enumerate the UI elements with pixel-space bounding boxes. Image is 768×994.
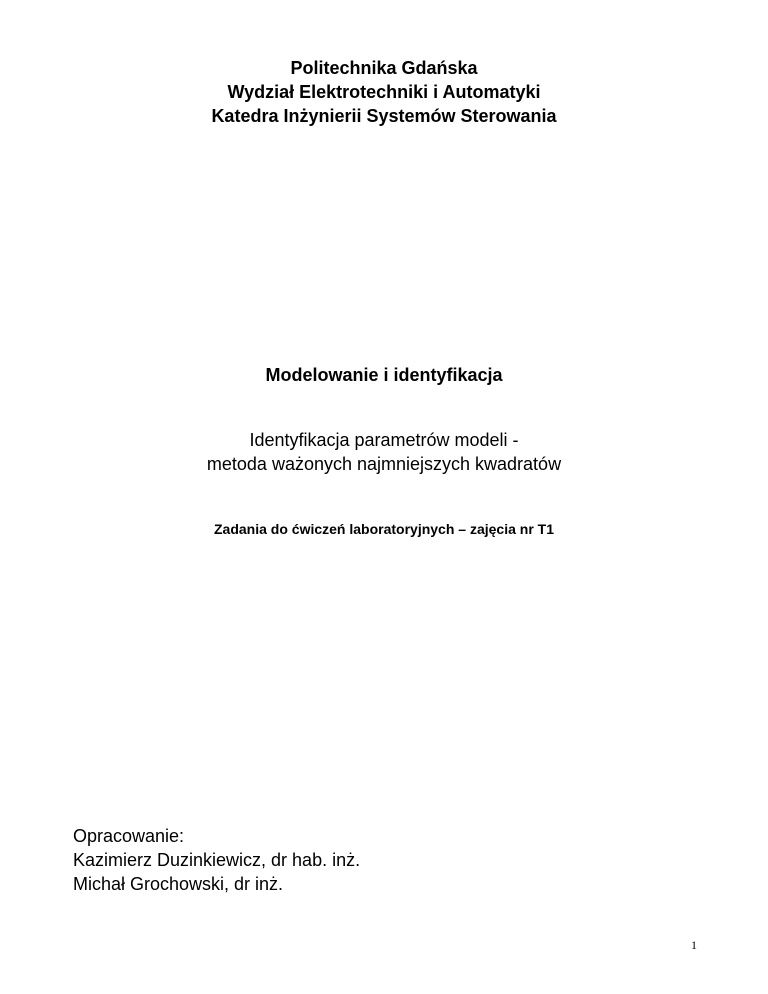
department-name: Katedra Inżynierii Systemów Sterowania — [211, 106, 557, 126]
author-2: Michał Grochowski, dr inż. — [73, 874, 284, 894]
subtitle-line-1: Identyfikacja parametrów modeli - — [249, 430, 519, 450]
page-number: 1 — [691, 938, 697, 952]
university-name: Politechnika Gdańska — [290, 58, 478, 78]
tasks-heading: Zadania do ćwiczeń laboratoryjnych – zajęcia nr T1 — [214, 521, 554, 537]
document-subtitle — [0, 428, 768, 476]
authors-block — [73, 824, 360, 896]
course-title: Modelowanie i identyfikacja — [265, 365, 503, 385]
faculty-name: Wydział Elektrotechniki i Automatyki — [227, 82, 541, 102]
document-header — [0, 56, 768, 128]
subtitle-line-2: metoda ważonych najmniejszych kwadratów — [206, 454, 562, 474]
author-1: Kazimierz Duzinkiewicz, dr hab. inż. — [73, 850, 361, 870]
authors-label: Opracowanie: — [73, 826, 185, 846]
